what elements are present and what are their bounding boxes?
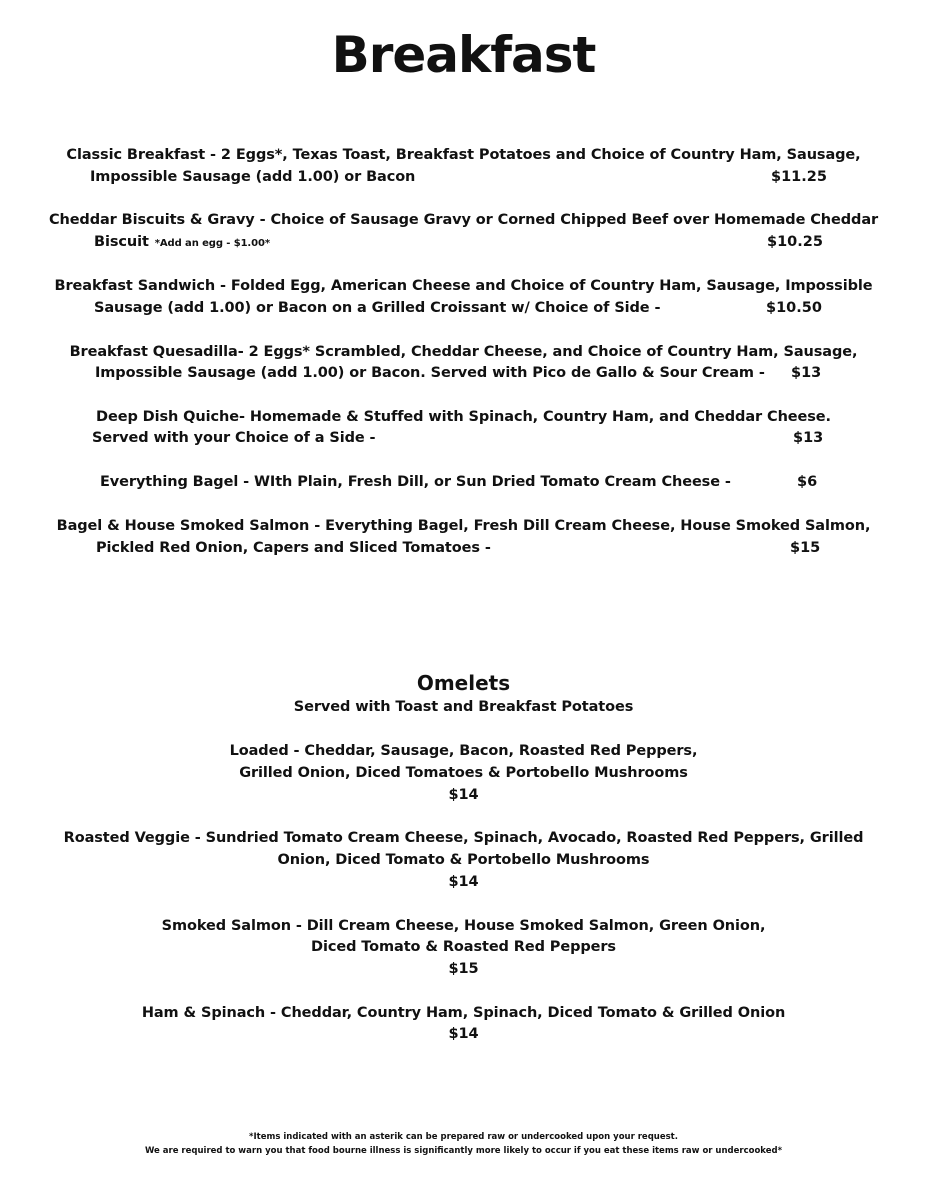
menu-item-price: $11.25 (771, 169, 827, 185)
menu-item-description: Breakfast Quesadilla- 2 Eggs* Scrambled, Cheddar Cheese, and Choice of Country Ham, Sausage, (69, 344, 858, 360)
omelet-description: Smoked Salmon - Dill Cream Cheese, House Smoked Salmon, Green Onion, (161, 918, 766, 934)
menu-item-description: Breakfast Sandwich - Folded Egg, American Cheese and Choice of Country Ham, Sausage, Impossible (54, 278, 873, 294)
menu-item-description-cont: Pickled Red Onion, Capers and Sliced Tomatoes - (96, 540, 491, 556)
omelet-price: $14 (448, 787, 479, 803)
menu-item-note: *Add an egg - $1.00* (154, 238, 270, 249)
menu-item-description-cont: Biscuit (94, 234, 149, 250)
menu-item-price: $13 (791, 365, 822, 381)
disclaimer-line: *Items indicated with an asterik can be prepared raw or undercooked upon your request. (249, 1132, 678, 1142)
menu-item-price: $10.25 (767, 234, 823, 250)
menu-item-description: Classic Breakfast - 2 Eggs*, Texas Toast, Breakfast Potatoes and Choice of Country Ham, Sausage, (66, 147, 861, 163)
omelet-description: Ham & Spinach - Cheddar, Country Ham, Spinach, Diced Tomato & Grilled Onion (141, 1005, 786, 1021)
menu-item-price: $10.50 (766, 300, 822, 316)
omelet-price: $15 (448, 961, 479, 977)
section-subtitle: Served with Toast and Breakfast Potatoes (293, 699, 634, 715)
menu-item-description-cont: Impossible Sausage (add 1.00) or Bacon (90, 169, 416, 185)
omelet-description: Roasted Veggie - Sundried Tomato Cream Cheese, Spinach, Avocado, Roasted Red Peppers, Grilled (63, 830, 864, 846)
menu-item-description-cont: Impossible Sausage (add 1.00) or Bacon. Served with Pico de Gallo & Sour Cream - (95, 365, 765, 381)
omelet-description-cont: Grilled Onion, Diced Tomatoes & Portobello Mushrooms (239, 765, 688, 781)
menu-item-description: Cheddar Biscuits & Gravy - Choice of Sausage Gravy or Corned Chipped Beef over Homemade Cheddar (48, 212, 879, 228)
omelet-price: $14 (448, 874, 479, 890)
omelet-description-cont: Diced Tomato & Roasted Red Peppers (311, 939, 616, 955)
menu-item-description-cont: Served with your Choice of a Side - (92, 430, 376, 446)
menu-item-description-cont: Sausage (add 1.00) or Bacon on a Grilled Croissant w/ Choice of Side - (94, 300, 661, 316)
menu-item-description: Deep Dish Quiche- Homemade & Stuffed with Spinach, Country Ham, and Cheddar Cheese. (96, 409, 831, 425)
disclaimer-line: We are required to warn you that food bourne illness is significantly more likely to occur if you eat these items raw or undercooked* (144, 1146, 783, 1156)
page-title: Breakfast (331, 26, 596, 84)
menu-item-description: Bagel & House Smoked Salmon - Everything Bagel, Fresh Dill Cream Cheese, House Smoked Salmon, (56, 518, 871, 534)
omelet-price: $14 (448, 1026, 479, 1042)
menu-item-description: Everything Bagel - WIth Plain, Fresh Dill, or Sun Dried Tomato Cream Cheese - (100, 474, 731, 490)
omelet-description-cont: Onion, Diced Tomato & Portobello Mushrooms (277, 852, 650, 868)
omelet-description: Loaded - Cheddar, Sausage, Bacon, Roasted Red Peppers, (229, 743, 698, 759)
menu-item-price: $15 (790, 540, 821, 556)
menu-item-price: $13 (793, 430, 824, 446)
menu-item-price: $6 (797, 474, 818, 490)
section-title: Omelets (416, 671, 511, 695)
